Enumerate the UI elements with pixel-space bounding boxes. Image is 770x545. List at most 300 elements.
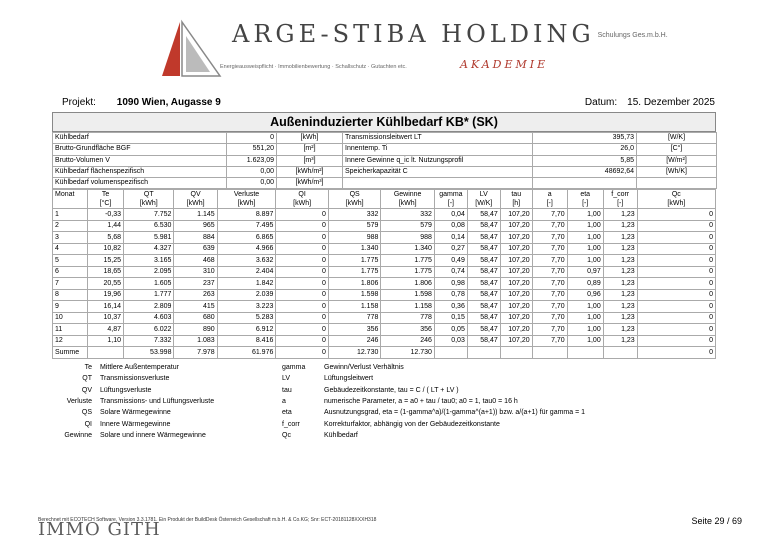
legend-item [52, 385, 151, 396]
table-cell: 1,23 [603, 301, 637, 313]
table-cell: 6.912 [217, 324, 276, 336]
column-header [328, 190, 381, 209]
param-label: Innere Gewinne q_ic lt. Nutzungsprofil [343, 155, 533, 166]
table-cell: 7 [53, 278, 88, 290]
table-cell: 9 [53, 301, 88, 313]
table-cell: 1.340 [328, 243, 381, 255]
legend-description: Solare Wärmegewinne [100, 409, 171, 417]
table-cell: 579 [328, 220, 381, 232]
column-name: Te [101, 191, 110, 199]
legend-item [282, 430, 358, 441]
param-label: Kühlbedarf [53, 133, 227, 144]
table-cell: 7,70 [532, 232, 567, 244]
table-cell: 2.039 [217, 289, 276, 301]
column-unit: [kWh] [345, 200, 364, 208]
column-header [217, 190, 276, 209]
table-cell: 3.632 [217, 255, 276, 267]
column-header [567, 190, 603, 209]
legend-key: Qc [282, 431, 291, 439]
table-cell: 12.730 [381, 347, 435, 359]
table-cell: 4,87 [88, 324, 124, 336]
column-unit: [kWh] [237, 200, 256, 208]
table-cell: 5,68 [88, 232, 124, 244]
table-cell: 3.165 [124, 255, 174, 267]
legend-description: numerische Parameter, a = a0 + tau / tau0; a0 = 1, tau0 = 16 h [324, 397, 518, 405]
table-cell: 0,98 [434, 278, 467, 290]
table-cell: 0 [637, 209, 715, 221]
table-cell: 0 [276, 289, 329, 301]
legend-item [282, 362, 404, 373]
table-cell: 1.083 [174, 335, 217, 347]
table-cell: 1.775 [328, 255, 381, 267]
table-cell: 1,23 [603, 209, 637, 221]
table-cell: 579 [381, 220, 435, 232]
table-cell: 107,20 [500, 324, 532, 336]
legend-description: Gewinn/Verlust Verhältnis [324, 364, 404, 371]
param-unit: [Wh/K] [637, 166, 717, 177]
table-cell: 468 [174, 255, 217, 267]
table-cell: 7,70 [532, 289, 567, 301]
table-cell: 1,23 [603, 266, 637, 278]
table-cell: 237 [174, 278, 217, 290]
legend-item [52, 396, 214, 407]
column-name: f_corr [611, 191, 630, 199]
table-cell: 1.806 [381, 278, 435, 290]
table-cell: 1,00 [567, 255, 603, 267]
column-header [381, 190, 435, 209]
table-cell: 0 [637, 301, 715, 313]
column-name: a [547, 191, 552, 199]
table-cell: 2.404 [217, 266, 276, 278]
table-cell: 1.158 [328, 301, 381, 313]
table-cell: 58,47 [467, 312, 500, 324]
table-row [53, 324, 716, 336]
column-header [88, 190, 124, 209]
table-cell: 107,20 [500, 301, 532, 313]
table-cell: 0,27 [434, 243, 467, 255]
table-cell: 10 [53, 312, 88, 324]
table-cell: 6.022 [124, 324, 174, 336]
column-name: tau [511, 191, 522, 199]
legend-key: QI [84, 420, 92, 428]
column-unit: [kWh] [186, 200, 205, 208]
table-cell: 8.416 [217, 335, 276, 347]
table-cell: 5 [53, 255, 88, 267]
table-cell: 0 [637, 312, 715, 324]
table-cell: 7.495 [217, 220, 276, 232]
table-cell: 18,65 [88, 266, 124, 278]
column-name: gamma [439, 191, 463, 199]
table-cell: 778 [328, 312, 381, 324]
legend-description: Mittlere Außentemperatur [100, 364, 179, 371]
legend-key: QT [82, 375, 92, 383]
column-name: Monat [55, 191, 75, 199]
table-cell: 884 [174, 232, 217, 244]
table-cell: 7,70 [532, 255, 567, 267]
table-cell: 107,20 [500, 220, 532, 232]
table-cell: 7,70 [532, 266, 567, 278]
table-cell: 1.842 [217, 278, 276, 290]
column-unit: [-] [582, 200, 589, 208]
table-cell: 58,47 [467, 209, 500, 221]
param-value: 395,73 [533, 133, 637, 144]
table-cell: 0 [637, 255, 715, 267]
table-cell: 1,23 [603, 255, 637, 267]
legend-key: f_corr [282, 420, 300, 428]
param-unit: [m²] [277, 144, 343, 155]
table-cell: 1,23 [603, 335, 637, 347]
param-value: 0 [227, 133, 277, 144]
company-logo [160, 18, 668, 88]
legend-description: Solare und innere Wärmegewinne [100, 431, 206, 439]
table-cell: 0 [276, 255, 329, 267]
column-header [276, 190, 329, 209]
table-cell: 10,37 [88, 312, 124, 324]
table-row [53, 312, 716, 324]
date-line [585, 97, 715, 108]
table-cell: 0 [276, 335, 329, 347]
table-cell: 107,20 [500, 209, 532, 221]
table-cell: 4 [53, 243, 88, 255]
param-row [53, 155, 717, 166]
table-row [53, 289, 716, 301]
legend-description: Lüftungsleitwert [324, 375, 374, 383]
table-cell: 680 [174, 312, 217, 324]
column-unit: [kWh] [398, 200, 417, 208]
table-cell: 263 [174, 289, 217, 301]
table-cell: 1,00 [567, 209, 603, 221]
table-cell: 0 [637, 266, 715, 278]
legend-key: QV [81, 386, 92, 394]
column-header [603, 190, 637, 209]
table-cell [88, 347, 124, 359]
table-cell: 4.603 [124, 312, 174, 324]
table-cell: 1,23 [603, 312, 637, 324]
table-cell: 0,04 [434, 209, 467, 221]
table-cell [532, 347, 567, 359]
legend-item [282, 373, 373, 384]
legend-key: Te [84, 364, 92, 371]
legend-key: Gewinne [64, 431, 92, 439]
monthly-data-table [52, 189, 716, 359]
column-header [637, 190, 715, 209]
column-name: Verluste [233, 191, 260, 199]
parameters-table [52, 132, 717, 189]
legend-key: gamma [282, 364, 306, 371]
date-value: 15. Dezember 2025 [627, 97, 715, 108]
table-cell [434, 347, 467, 359]
table-cell: 58,47 [467, 324, 500, 336]
param-label [343, 178, 533, 189]
table-cell [567, 347, 603, 359]
table-cell: 0 [637, 335, 715, 347]
legend-key: a [282, 397, 286, 405]
table-cell: 1,23 [603, 324, 637, 336]
table-cell: 0,97 [567, 266, 603, 278]
table-cell: 0 [637, 278, 715, 290]
table-cell: 1,00 [567, 335, 603, 347]
table-cell: 639 [174, 243, 217, 255]
table-cell [500, 347, 532, 359]
table-cell: 107,20 [500, 255, 532, 267]
table-row [53, 301, 716, 313]
table-cell: 0,15 [434, 312, 467, 324]
column-unit: [-] [546, 200, 553, 208]
param-label: Transmissionsleitwert LT [343, 133, 533, 144]
table-cell: 61.976 [217, 347, 276, 359]
table-cell: 1,23 [603, 289, 637, 301]
table-cell: 2.809 [124, 301, 174, 313]
legend-description: Transmissions- und Lüftungsverluste [100, 397, 215, 405]
column-header [124, 190, 174, 209]
table-cell: 1.775 [328, 266, 381, 278]
table-cell: 778 [381, 312, 435, 324]
table-cell: 7,70 [532, 278, 567, 290]
column-unit: [kWh] [139, 200, 158, 208]
legend-description: Gebäudezeitkonstante, tau = C / ( LT + LV ) [324, 386, 459, 394]
table-cell: 0 [637, 243, 715, 255]
legend-item [282, 419, 500, 430]
column-name: QS [349, 191, 360, 199]
param-unit: [W/m²] [637, 155, 717, 166]
param-unit: [C°] [637, 144, 717, 155]
column-header [53, 190, 88, 209]
param-label: Brutto-Volumen V [53, 155, 227, 166]
table-cell: 0 [637, 232, 715, 244]
triangle-logo-icon [160, 18, 222, 78]
table-cell: 246 [328, 335, 381, 347]
legend-key: LV [282, 375, 291, 383]
table-cell: 0 [276, 243, 329, 255]
table-cell: 3.223 [217, 301, 276, 313]
table-cell: 0,96 [567, 289, 603, 301]
table-row [53, 335, 716, 347]
table-cell: 107,20 [500, 266, 532, 278]
param-value [533, 178, 637, 189]
param-unit [637, 178, 717, 189]
legend-description: Ausnutzungsgrad, eta = (1-gamma^a)/(1-gamma^(a+1)) bzw. a/(a+1) für gamma = 1 [324, 409, 586, 417]
table-cell: 58,47 [467, 243, 500, 255]
footer-brand-logo: IMMO GITH [38, 519, 161, 540]
table-cell: 1.777 [124, 289, 174, 301]
table-cell: 0,14 [434, 232, 467, 244]
column-unit: [kWh] [667, 200, 686, 208]
page-number: Seite 29 / 69 [691, 516, 742, 526]
table-cell: 1,00 [567, 312, 603, 324]
table-cell: 7,70 [532, 335, 567, 347]
project-line [62, 97, 221, 108]
table-cell: 0 [276, 266, 329, 278]
table-cell: 415 [174, 301, 217, 313]
param-label: Speicherkapazität C [343, 166, 533, 177]
table-cell: 3 [53, 232, 88, 244]
table-cell: 7,70 [532, 243, 567, 255]
date-label: Datum: [584, 97, 618, 108]
table-cell: 107,20 [500, 335, 532, 347]
table-cell: 0 [637, 347, 715, 359]
table-cell: 107,20 [500, 278, 532, 290]
table-cell: 0 [276, 301, 329, 313]
legend-item [282, 407, 585, 418]
table-cell: 58,47 [467, 255, 500, 267]
legend-item [52, 373, 169, 384]
page-title: Außeninduzierter Kühlbedarf KB* (SK) [52, 112, 716, 132]
column-name: Gewinne [393, 191, 422, 199]
table-cell: 0 [276, 278, 329, 290]
param-value: 1.623,09 [227, 155, 277, 166]
table-cell: 1.806 [328, 278, 381, 290]
column-name: LV [479, 191, 488, 199]
param-label: Kühlbedarf flächenspezifisch [53, 166, 227, 177]
legend-item [52, 430, 206, 441]
param-label: Kühlbedarf volumenspezifisch [53, 178, 227, 189]
table-cell: 6.865 [217, 232, 276, 244]
table-cell: 0 [276, 347, 329, 359]
table-cell: 107,20 [500, 243, 532, 255]
table-cell: 332 [381, 209, 435, 221]
table-cell: 7,70 [532, 312, 567, 324]
table-cell: 0,89 [567, 278, 603, 290]
table-cell: 0 [637, 220, 715, 232]
legend-item [282, 396, 518, 407]
legend-item [52, 419, 170, 430]
table-cell: 4.966 [217, 243, 276, 255]
table-cell: 1,00 [567, 301, 603, 313]
table-cell: 1.145 [174, 209, 217, 221]
table-row [53, 220, 716, 232]
table-cell: 1.158 [381, 301, 435, 313]
param-value: 551,20 [227, 144, 277, 155]
table-cell: 0,03 [434, 335, 467, 347]
table-cell: 1.605 [124, 278, 174, 290]
table-cell: 1,10 [88, 335, 124, 347]
table-cell: 0,78 [434, 289, 467, 301]
table-cell: 1,00 [567, 324, 603, 336]
table-cell: 7.332 [124, 335, 174, 347]
table-cell: 12 [53, 335, 88, 347]
column-unit: [-] [447, 200, 454, 208]
table-row [53, 278, 716, 290]
table-cell: 16,14 [88, 301, 124, 313]
table-cell: 7,70 [532, 324, 567, 336]
param-label: Brutto-Grundfläche BGF [53, 144, 227, 155]
table-cell: 2.095 [124, 266, 174, 278]
table-row [53, 209, 716, 221]
logo-academy: AKADEMIE [460, 58, 549, 71]
table-cell: 1.340 [381, 243, 435, 255]
table-cell: 53.998 [124, 347, 174, 359]
table-cell: 1,00 [567, 232, 603, 244]
table-cell [603, 347, 637, 359]
table-cell: 965 [174, 220, 217, 232]
table-cell: 1,23 [603, 243, 637, 255]
table-cell: 890 [174, 324, 217, 336]
table-cell: 5.981 [124, 232, 174, 244]
table-row [53, 255, 716, 267]
project-value: 1090 Wien, Augasse 9 [116, 97, 221, 108]
table-cell: 7,70 [532, 209, 567, 221]
table-cell: 0 [637, 324, 715, 336]
param-unit: [m³] [277, 155, 343, 166]
table-cell: 20,55 [88, 278, 124, 290]
report-frame [52, 112, 716, 359]
param-row [53, 133, 717, 144]
table-cell: 246 [381, 335, 435, 347]
table-cell: 0,74 [434, 266, 467, 278]
table-cell: 4.327 [124, 243, 174, 255]
table-cell: 0,49 [434, 255, 467, 267]
table-cell: 1.598 [328, 289, 381, 301]
table-cell: 7,70 [532, 220, 567, 232]
table-cell: 1,23 [603, 220, 637, 232]
table-cell: 356 [381, 324, 435, 336]
column-name: QT [143, 191, 154, 199]
table-cell: 12.730 [328, 347, 381, 359]
table-cell: 0 [276, 324, 329, 336]
table-row [53, 232, 716, 244]
column-name: QI [298, 191, 306, 199]
table-cell: 11 [53, 324, 88, 336]
column-header [467, 190, 500, 209]
table-cell: 19,96 [88, 289, 124, 301]
column-unit: [W/K] [475, 200, 493, 208]
table-cell: 1,00 [567, 243, 603, 255]
table-cell: 1 [53, 209, 88, 221]
table-cell: 58,47 [467, 278, 500, 290]
param-unit: [kWh/m²] [277, 166, 343, 177]
legend-description: Innere Wärmegewinne [100, 420, 171, 428]
table-cell: 1,00 [567, 220, 603, 232]
table-cell: 7.752 [124, 209, 174, 221]
legend-key: QS [81, 409, 92, 417]
table-cell: 1,23 [603, 232, 637, 244]
table-cell: 988 [328, 232, 381, 244]
table-cell: 107,20 [500, 289, 532, 301]
column-header [500, 190, 532, 209]
table-cell: 0 [276, 220, 329, 232]
table-cell: 356 [328, 324, 381, 336]
table-cell: 7.978 [174, 347, 217, 359]
table-cell: 1,44 [88, 220, 124, 232]
table-cell: 2 [53, 220, 88, 232]
table-cell: 58,47 [467, 335, 500, 347]
table-cell: 0,05 [434, 324, 467, 336]
param-row [53, 178, 717, 189]
param-label: Innentemp. Ti [343, 144, 533, 155]
table-cell: 10,82 [88, 243, 124, 255]
param-row [53, 144, 717, 155]
table-cell: 310 [174, 266, 217, 278]
column-unit: [-] [617, 200, 624, 208]
legend-item [282, 385, 459, 396]
table-cell: 107,20 [500, 232, 532, 244]
table-cell: 0,36 [434, 301, 467, 313]
param-unit: [kWh/m³] [277, 178, 343, 189]
table-cell: 107,20 [500, 312, 532, 324]
footer-text: Berechnet mit ECOTECH Software, Version 3.3.1781. Ein Produkt der BuildDesk Österreich Gesellschaft m.b.H. & Co.KG; Snr: ECT-20181128XXXH318 [38, 517, 377, 523]
column-unit: [°C] [99, 200, 112, 208]
legend-key: eta [282, 409, 292, 417]
table-cell: 5.283 [217, 312, 276, 324]
param-value: 5,85 [533, 155, 637, 166]
logo-tagline: Energieausweispflicht · Immobilienbewertung · Schallschutz · Gutachten etc. [220, 64, 407, 70]
table-cell: -0,33 [88, 209, 124, 221]
column-name: eta [580, 191, 591, 199]
legend-item [52, 362, 179, 373]
table-cell: 988 [381, 232, 435, 244]
table-cell: 0 [637, 289, 715, 301]
table-cell: 0,08 [434, 220, 467, 232]
